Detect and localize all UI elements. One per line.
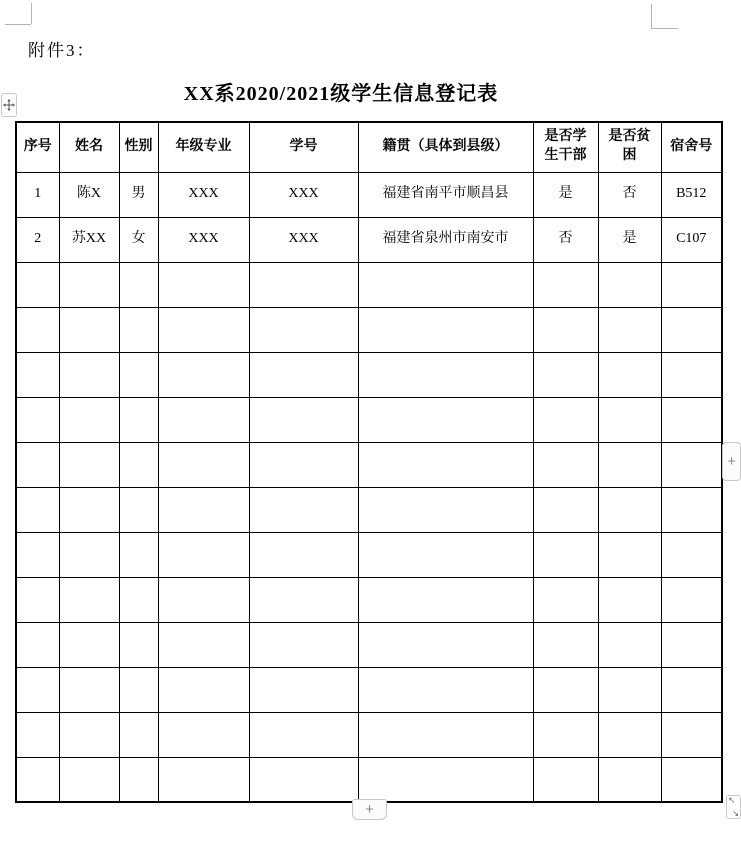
- table-cell[interactable]: [16, 352, 59, 397]
- table-cell[interactable]: [119, 712, 158, 757]
- column-header[interactable]: 宿舍号: [661, 122, 722, 172]
- table-cell[interactable]: [358, 622, 533, 667]
- table-cell[interactable]: [16, 712, 59, 757]
- table-cell[interactable]: [59, 532, 119, 577]
- table-cell[interactable]: [598, 577, 661, 622]
- table-cell[interactable]: [358, 712, 533, 757]
- table-cell[interactable]: [16, 397, 59, 442]
- student-info-table: [15, 121, 723, 803]
- table-cell[interactable]: [358, 352, 533, 397]
- table-cell[interactable]: [158, 487, 249, 532]
- table-cell[interactable]: [59, 487, 119, 532]
- table-cell[interactable]: [16, 532, 59, 577]
- table-cell[interactable]: [249, 667, 358, 712]
- table-cell[interactable]: B512: [661, 172, 722, 217]
- table-cell[interactable]: [59, 667, 119, 712]
- table-cell[interactable]: [119, 307, 158, 352]
- table-empty-row: [16, 532, 722, 577]
- plus-icon: +: [365, 801, 374, 818]
- move-cross-icon: [3, 99, 15, 111]
- table-cell[interactable]: [119, 757, 158, 802]
- column-header[interactable]: 姓名: [59, 122, 119, 172]
- table-cell[interactable]: 男: [119, 172, 158, 217]
- table-cell[interactable]: [158, 757, 249, 802]
- table-cell[interactable]: XXX: [158, 172, 249, 217]
- table-empty-row: [16, 307, 722, 352]
- table-empty-row: [16, 397, 722, 442]
- table-cell[interactable]: [661, 577, 722, 622]
- table-cell[interactable]: [358, 442, 533, 487]
- table-cell[interactable]: [598, 532, 661, 577]
- table-cell[interactable]: [249, 397, 358, 442]
- table-cell[interactable]: XXX: [249, 217, 358, 262]
- table-cell[interactable]: 是: [533, 172, 598, 217]
- table-empty-row: [16, 577, 722, 622]
- table-cell[interactable]: [158, 577, 249, 622]
- table-cell[interactable]: [158, 262, 249, 307]
- table-cell[interactable]: 陈X: [59, 172, 119, 217]
- plus-icon: +: [727, 453, 736, 470]
- table-cell[interactable]: [358, 757, 533, 802]
- table-cell[interactable]: [598, 352, 661, 397]
- table-cell[interactable]: [59, 307, 119, 352]
- table-cell[interactable]: [249, 352, 358, 397]
- table-cell[interactable]: [661, 262, 722, 307]
- column-header[interactable]: 序号: [16, 122, 59, 172]
- table-row: [16, 217, 722, 262]
- table-cell[interactable]: [661, 442, 722, 487]
- table-cell[interactable]: [661, 397, 722, 442]
- table-cell[interactable]: [59, 577, 119, 622]
- table-cell[interactable]: [533, 712, 598, 757]
- arrow-down-right-icon: ↘: [732, 809, 739, 818]
- table-cell[interactable]: [661, 667, 722, 712]
- table-cell[interactable]: [59, 757, 119, 802]
- add-row-button[interactable]: [352, 799, 387, 820]
- margin-mark-top-right: [651, 4, 652, 29]
- table-cell[interactable]: [119, 532, 158, 577]
- table-cell[interactable]: [59, 352, 119, 397]
- table-cell[interactable]: 是: [598, 217, 661, 262]
- table-cell[interactable]: 1: [16, 172, 59, 217]
- table-cell[interactable]: [249, 262, 358, 307]
- table-cell[interactable]: [598, 487, 661, 532]
- table-cell[interactable]: [249, 442, 358, 487]
- margin-mark-top-right: [651, 28, 678, 29]
- table-cell[interactable]: 福建省南平市顺昌县: [358, 172, 533, 217]
- arrow-up-left-icon: ↖: [728, 795, 736, 805]
- table-cell[interactable]: 福建省泉州市南安市: [358, 217, 533, 262]
- table-cell[interactable]: [249, 757, 358, 802]
- table-cell[interactable]: 女: [119, 217, 158, 262]
- page-title[interactable]: XX系2020/2021级学生信息登记表: [183, 83, 499, 105]
- table-cell[interactable]: [661, 487, 722, 532]
- table-cell[interactable]: [16, 577, 59, 622]
- table-cell[interactable]: [358, 307, 533, 352]
- column-header[interactable]: 是否学生干部: [533, 122, 598, 172]
- table-cell[interactable]: [598, 757, 661, 802]
- table-empty-row: [16, 757, 722, 802]
- table-cell[interactable]: [358, 532, 533, 577]
- table-cell[interactable]: [249, 712, 358, 757]
- table-cell[interactable]: [59, 397, 119, 442]
- table-cell[interactable]: [59, 712, 119, 757]
- table-cell[interactable]: [16, 262, 59, 307]
- table-resize-handle[interactable]: [726, 795, 741, 819]
- table-empty-row: [16, 622, 722, 667]
- margin-mark-top-left: [31, 3, 32, 24]
- table-cell[interactable]: 否: [533, 217, 598, 262]
- table-cell[interactable]: [533, 442, 598, 487]
- table-cell[interactable]: [158, 667, 249, 712]
- table-empty-row: [16, 352, 722, 397]
- table-empty-row: [16, 487, 722, 532]
- table-cell[interactable]: [16, 307, 59, 352]
- table-cell[interactable]: [661, 307, 722, 352]
- table-cell[interactable]: [533, 262, 598, 307]
- column-header[interactable]: 年级专业: [158, 122, 249, 172]
- table-cell[interactable]: [533, 352, 598, 397]
- table-cell[interactable]: [533, 667, 598, 712]
- table-cell[interactable]: [16, 622, 59, 667]
- table-row: [16, 172, 722, 217]
- table-header-row: [16, 122, 722, 172]
- table-cell[interactable]: [533, 397, 598, 442]
- table-cell[interactable]: [158, 442, 249, 487]
- table-cell[interactable]: [358, 487, 533, 532]
- table-cell[interactable]: [59, 622, 119, 667]
- margin-mark-top-left: [5, 24, 31, 25]
- column-header[interactable]: 籍贯（具体到县级）: [358, 122, 533, 172]
- table-cell[interactable]: [249, 307, 358, 352]
- table-cell[interactable]: [598, 712, 661, 757]
- table-cell[interactable]: XXX: [249, 172, 358, 217]
- table-cell[interactable]: [16, 667, 59, 712]
- table-empty-row: [16, 442, 722, 487]
- table-cell[interactable]: [158, 397, 249, 442]
- table-cell[interactable]: [119, 397, 158, 442]
- table-cell[interactable]: [16, 487, 59, 532]
- table-cell[interactable]: [533, 307, 598, 352]
- table-cell[interactable]: [661, 757, 722, 802]
- table-cell[interactable]: [119, 577, 158, 622]
- table-empty-row: [16, 712, 722, 757]
- table-cell[interactable]: [158, 307, 249, 352]
- table-cell[interactable]: [119, 262, 158, 307]
- table-cell[interactable]: [598, 667, 661, 712]
- table-move-handle[interactable]: [1, 93, 17, 117]
- table-cell[interactable]: [661, 532, 722, 577]
- table-cell[interactable]: [119, 487, 158, 532]
- table-cell[interactable]: [249, 577, 358, 622]
- table-cell[interactable]: [598, 442, 661, 487]
- table-cell[interactable]: C107: [661, 217, 722, 262]
- table-cell[interactable]: [249, 532, 358, 577]
- table-cell[interactable]: [119, 622, 158, 667]
- column-header[interactable]: 是否贫困: [598, 122, 661, 172]
- table-cell[interactable]: [158, 712, 249, 757]
- table-cell[interactable]: [533, 757, 598, 802]
- table-cell[interactable]: [598, 307, 661, 352]
- table-cell[interactable]: 2: [16, 217, 59, 262]
- table-cell[interactable]: [661, 352, 722, 397]
- table-cell[interactable]: XXX: [158, 217, 249, 262]
- table-cell[interactable]: [661, 622, 722, 667]
- column-header[interactable]: 性别: [119, 122, 158, 172]
- table-cell[interactable]: [16, 757, 59, 802]
- table-cell[interactable]: [158, 532, 249, 577]
- table-cell[interactable]: [158, 352, 249, 397]
- table-cell[interactable]: [533, 487, 598, 532]
- table-cell[interactable]: [598, 262, 661, 307]
- table-cell[interactable]: [533, 622, 598, 667]
- table-cell[interactable]: [16, 442, 59, 487]
- table-cell[interactable]: [119, 352, 158, 397]
- attachment-label[interactable]: 附件3：: [28, 41, 96, 60]
- table-empty-row: [16, 667, 722, 712]
- table-cell[interactable]: 苏XX: [59, 217, 119, 262]
- table-cell[interactable]: [358, 667, 533, 712]
- table-cell[interactable]: [119, 442, 158, 487]
- table-cell[interactable]: 否: [598, 172, 661, 217]
- table-cell[interactable]: [598, 397, 661, 442]
- table-cell[interactable]: [533, 532, 598, 577]
- table-cell[interactable]: [358, 397, 533, 442]
- table-cell[interactable]: [249, 487, 358, 532]
- table-cell[interactable]: [119, 667, 158, 712]
- table-cell[interactable]: [59, 262, 119, 307]
- add-column-button[interactable]: [722, 442, 741, 481]
- table-cell[interactable]: [158, 622, 249, 667]
- table-cell[interactable]: [249, 622, 358, 667]
- table-cell[interactable]: [358, 577, 533, 622]
- table-cell[interactable]: [598, 622, 661, 667]
- column-header[interactable]: 学号: [249, 122, 358, 172]
- table-cell[interactable]: [661, 712, 722, 757]
- table-cell[interactable]: [533, 577, 598, 622]
- table-empty-row: [16, 262, 722, 307]
- table-cell[interactable]: [59, 442, 119, 487]
- table-cell[interactable]: [358, 262, 533, 307]
